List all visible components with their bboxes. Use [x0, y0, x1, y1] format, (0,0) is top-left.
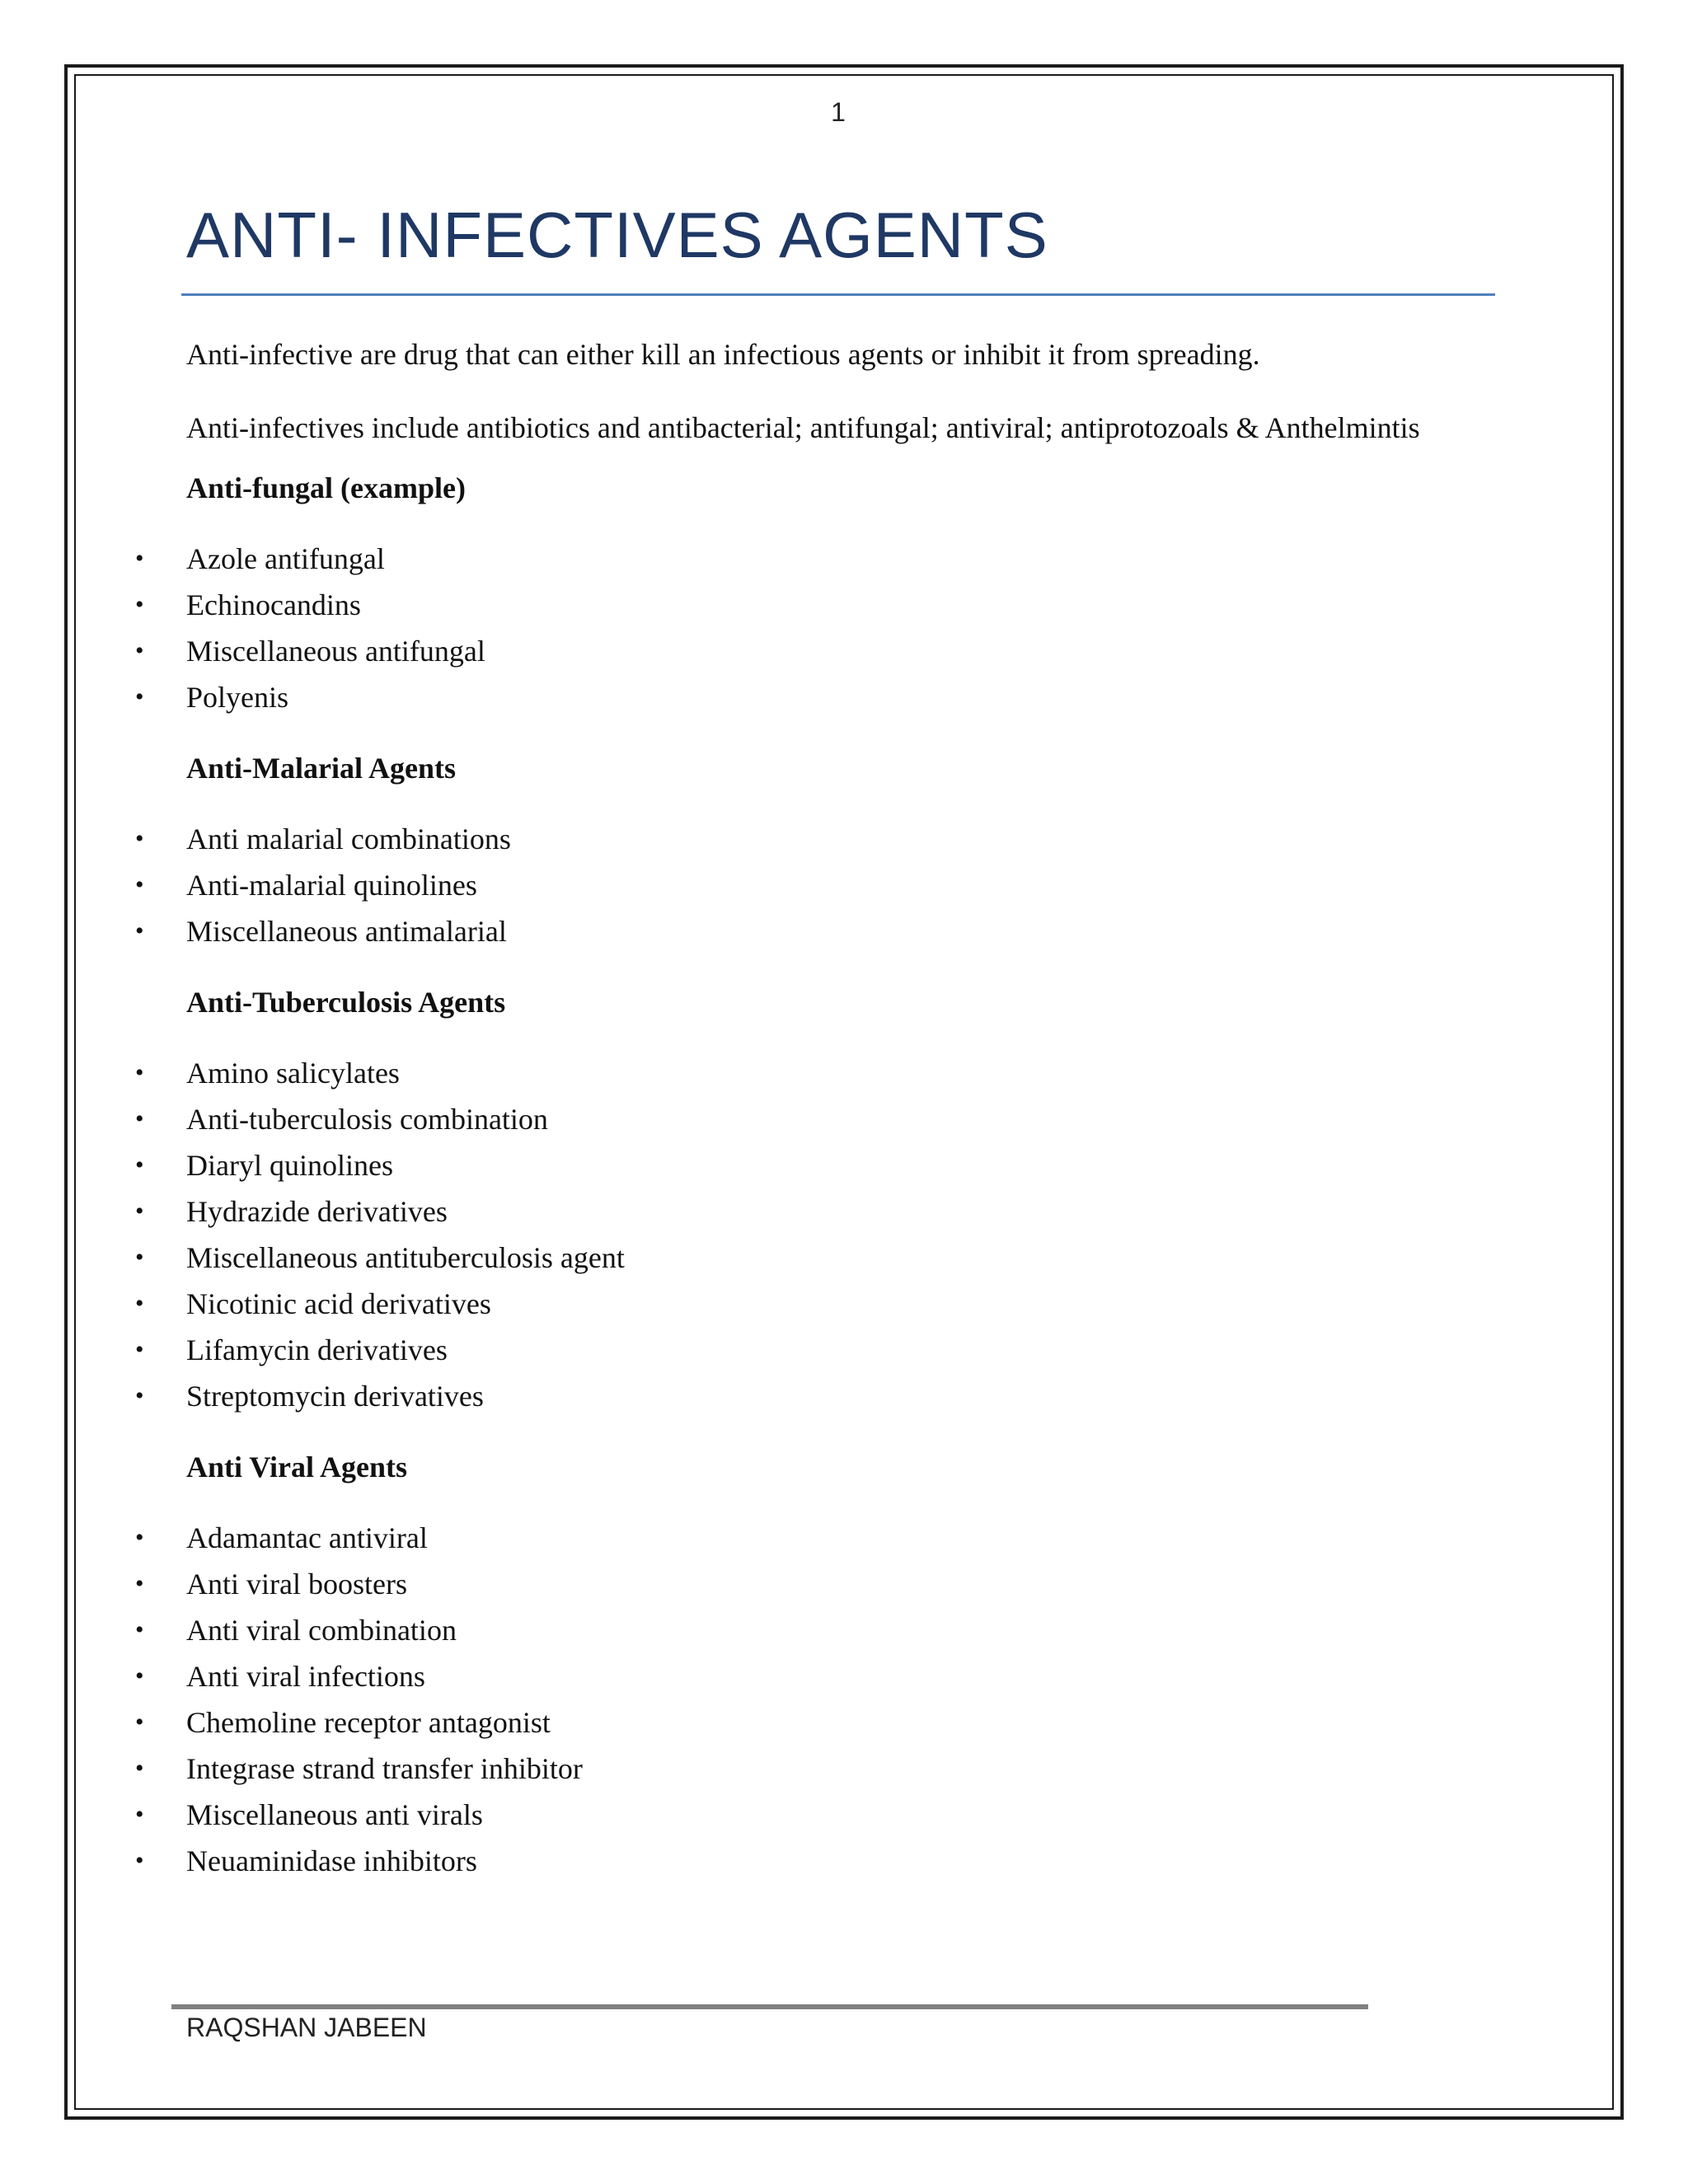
bullet-icon: • [135, 1382, 144, 1409]
intro-paragraph-1: Anti-infective are drug that can either kill an infectious agents or inhibit it from spreading. [186, 338, 1260, 371]
list-item: • Diaryl quinolines [186, 1142, 1497, 1188]
bullet-icon: • [135, 825, 144, 852]
footer-divider [171, 2004, 1368, 2009]
bullet-icon: • [135, 1105, 144, 1132]
list-item: • Adamantac antiviral [186, 1515, 1497, 1561]
intro-paragraph-2: Anti-infectives include antibiotics and antibacterial; antifungal; antiviral; antiprotozoals & Anthelmintis [186, 411, 1420, 444]
list-item: • Hydrazide derivatives [186, 1188, 1497, 1235]
list-item: • Streptomycin derivatives [186, 1373, 1497, 1419]
bullet-icon: • [135, 917, 144, 944]
bullet-icon: • [135, 1151, 144, 1179]
list-item: • Azole antifungal [186, 536, 1497, 582]
bullet-icon: • [135, 871, 144, 898]
section-heading-antimalarial: Anti-Malarial Agents [186, 752, 456, 785]
list-antiviral [135, 1515, 1497, 1884]
bullet-icon: • [135, 1524, 144, 1551]
bullet-icon: • [135, 1244, 144, 1271]
bullet-icon: • [135, 1801, 144, 1828]
page-number: 1 [831, 97, 846, 127]
bullet-icon: • [135, 1662, 144, 1690]
list-item: • Echinocandins [186, 582, 1497, 628]
list-item: • Miscellaneous antituberculosis agent [186, 1235, 1497, 1281]
bullet-icon: • [135, 637, 144, 664]
list-item: • Chemoline receptor antagonist [186, 1699, 1497, 1746]
document-title: ANTI- INFECTIVES AGENTS [186, 199, 1048, 271]
list-item: • Anti viral combination [186, 1607, 1497, 1653]
list-antimalarial [135, 816, 1497, 954]
bullet-icon: • [135, 1755, 144, 1782]
document-body [135, 331, 1497, 1909]
title-underline [181, 293, 1495, 296]
section-heading-antiviral: Anti Viral Agents [186, 1451, 408, 1483]
list-item: • Integrase strand transfer inhibitor [186, 1746, 1497, 1792]
list-item: • Lifamycin derivatives [186, 1327, 1497, 1373]
bullet-icon: • [135, 1616, 144, 1643]
list-item: • Miscellaneous anti virals [186, 1792, 1497, 1838]
bullet-icon: • [135, 1059, 144, 1086]
list-antituberculosis [135, 1050, 1497, 1419]
list-item: • Polyenis [186, 674, 1497, 720]
list-item: • Anti malarial combinations [186, 816, 1497, 862]
bullet-icon: • [135, 683, 144, 710]
bullet-icon: • [135, 591, 144, 618]
bullet-icon: • [135, 1708, 144, 1736]
footer-author: RAQSHAN JABEEN [186, 2013, 427, 2042]
list-item: • Anti-malarial quinolines [186, 862, 1497, 908]
list-item: • Anti-tuberculosis combination [186, 1096, 1497, 1142]
bullet-icon: • [135, 1847, 144, 1874]
list-item: • Miscellaneous antimalarial [186, 908, 1497, 954]
bullet-icon: • [135, 1336, 144, 1363]
section-heading-antifungal: Anti-fungal (example) [186, 471, 466, 504]
bullet-icon: • [135, 1570, 144, 1597]
list-item: • Neuaminidase inhibitors [186, 1838, 1497, 1884]
list-item: • Amino salicylates [186, 1050, 1497, 1096]
list-antifungal [135, 536, 1497, 720]
list-item: • Anti viral boosters [186, 1561, 1497, 1607]
bullet-icon: • [135, 545, 144, 572]
list-item: • Nicotinic acid derivatives [186, 1281, 1497, 1327]
bullet-icon: • [135, 1197, 144, 1225]
list-item: • Miscellaneous antifungal [186, 628, 1497, 674]
list-item: • Anti viral infections [186, 1653, 1497, 1699]
bullet-icon: • [135, 1290, 144, 1317]
section-heading-antituberculosis: Anti-Tuberculosis Agents [186, 986, 506, 1019]
